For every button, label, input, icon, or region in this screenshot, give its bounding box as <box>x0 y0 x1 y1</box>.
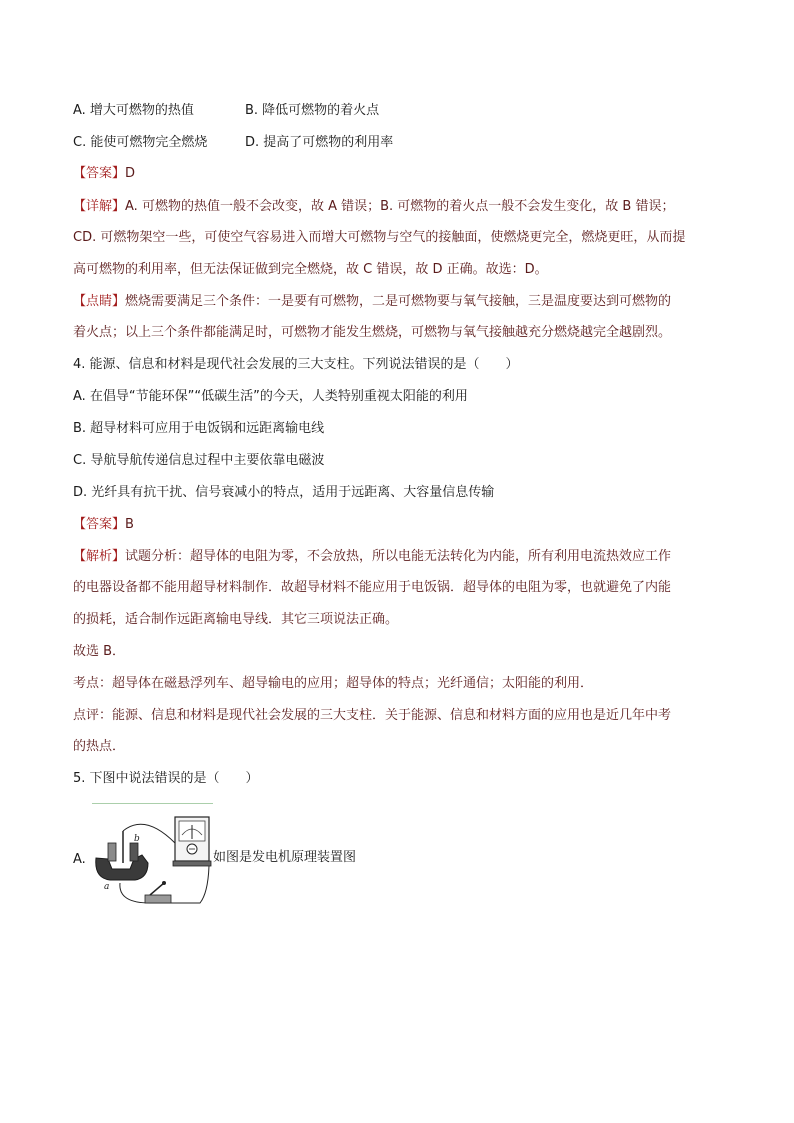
q3-options-row-1 <box>73 102 380 120</box>
q3-detail-line-1 <box>73 198 674 216</box>
q4-answer <box>73 516 134 534</box>
q3-option-b: B. 降低可燃物的着火点 <box>245 103 380 118</box>
q3-detail-line-3: 高可燃物的利用率，但无法保证做到完全燃烧，故 C 错误，故 D 正确。故选：D。 <box>73 262 548 277</box>
q4-comment-line-1: 点评：能源、信息和材料是现代社会发展的三大支柱．关于能源、信息和材料方面的应用也是近几年中考 <box>73 708 672 723</box>
q5-option-a-label: A. <box>73 852 86 867</box>
q3-option-d: D. 提高了可燃物的利用率 <box>245 135 394 150</box>
point-tag: 【点睛】 <box>73 294 126 309</box>
q3-option-c: C. 能使可燃物完全燃烧 <box>73 135 208 150</box>
q4-kaodian: 考点：超导体在磁悬浮列车、超导输电的应用；超导体的特点；光纤通信；太阳能的利用． <box>73 676 594 691</box>
analysis-text: 试题分析：超导体的电阻为零，不会放热，所以电能无法转化为内能，所有利用电流热效应工作 <box>125 549 672 564</box>
q5-stem: 5. 下图中说法错误的是（ ） <box>73 771 259 786</box>
q4-analysis-line-3: 的损耗，适合制作远距离输电导线．其它三项说法正确。 <box>73 612 399 627</box>
answer-value: D <box>125 166 136 181</box>
q3-options-row-2 <box>73 134 394 152</box>
q3-point-line-1 <box>73 293 671 311</box>
fig-label-b: b <box>134 834 140 844</box>
point-text: 燃烧需要满足三个条件：一是要有可燃物，二是可燃物要与氧气接触，三是温度要达到可燃物的 <box>125 294 672 309</box>
analysis-tag: 【解析】 <box>73 549 126 564</box>
answer-tag: 【答案】 <box>73 166 126 181</box>
fig-label-a: a <box>104 882 110 892</box>
q4-option-d: D. 光纤具有抗干扰、信号衰减小的特点，适用于远距离、大容量信息传输 <box>73 485 495 500</box>
q3-detail-line-2: CD. 可燃物架空一些，可使空气容易进入而增大可燃物与空气的接触面，使燃烧更完全，燃烧更旺，从而提 <box>73 230 686 245</box>
generator-apparatus-figure <box>90 803 230 910</box>
q4-option-a: A. 在倡导“节能环保”“低碳生活”的今天，人类特别重视太阳能的利用 <box>73 389 468 404</box>
q4-analysis-line-1 <box>73 548 671 566</box>
q4-analysis-line-2: 的电器设备都不能用超导材料制作．故超导材料不能应用于电饭锅．超导体的电阻为零，也就避免了内能 <box>73 580 672 595</box>
q4-option-c: C. 导航导航传递信息过程中主要依靠电磁波 <box>73 453 325 468</box>
q5-option-a-text: 如图是发电机原理装置图 <box>213 850 357 865</box>
detail-tag: 【详解】 <box>73 199 126 214</box>
q3-point-line-2: 着火点；以上三个条件都能满足时，可燃物才能发生燃烧，可燃物与氧气接触越充分燃烧越完全越剧烈。 <box>73 325 672 340</box>
answer-tag: 【答案】 <box>73 517 126 532</box>
detail-text: A. 可燃物的热值一般不会改变，故 A 错误；B. 可燃物的着火点一般不会发生变化，故 B 错误； <box>125 199 675 214</box>
q4-comment-line-2: 的热点． <box>73 739 126 754</box>
q4-choose: 故选 B． <box>73 644 126 659</box>
answer-value: B <box>125 517 134 532</box>
q3-answer <box>73 165 135 183</box>
q4-stem: 4. 能源、信息和材料是现代社会发展的三大支柱。下列说法错误的是（ ） <box>73 357 519 372</box>
q4-option-b: B. 超导材料可应用于电饭锅和远距离输电线 <box>73 421 325 436</box>
q3-option-a: A. 增大可燃物的热值 <box>73 103 194 118</box>
